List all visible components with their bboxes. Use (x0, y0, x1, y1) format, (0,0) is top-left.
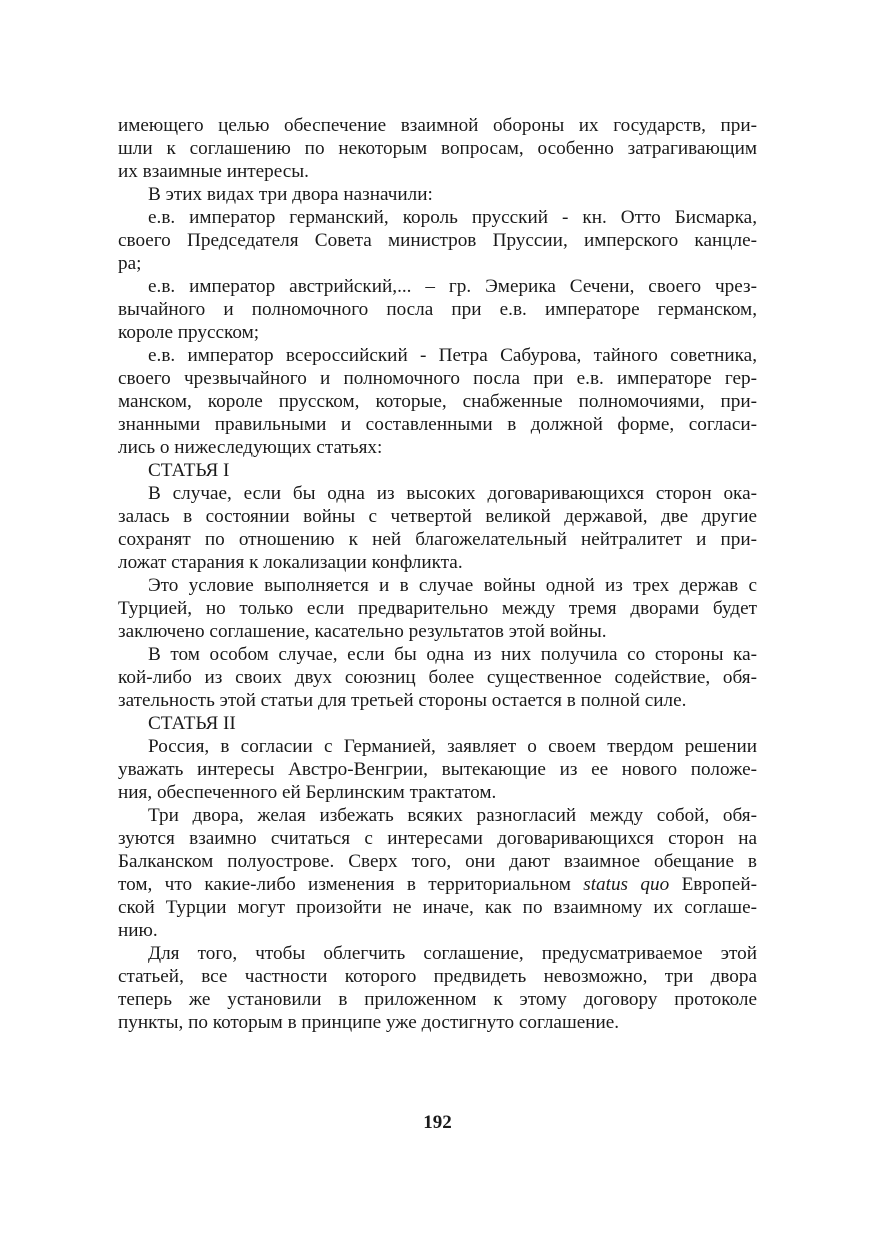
text-segment: том, что какие-либо изменения в территориальном (118, 874, 584, 895)
text-line: е.в. император всероссийский - Петра Сабурова, тайного советника, (148, 345, 757, 366)
text-line: Турцией, но только если предварительно между тремя дворами будет (118, 598, 757, 619)
text-line: залась в состоянии войны с четвертой великой державой, две другие (118, 506, 757, 527)
text-line: ния, обеспеченного ей Берлинским трактатом. (118, 782, 497, 803)
paragraph (118, 183, 757, 206)
text-line: имеющего целью обеспечение взаимной обороны их государств, при- (118, 115, 757, 136)
paragraph (118, 574, 757, 643)
text-line: В том особом случае, если бы одна из них получила со стороны ка- (148, 644, 757, 665)
text-segment: Европей- (669, 874, 757, 895)
text-line (118, 873, 757, 896)
article-heading-1: СТАТЬЯ I (148, 460, 230, 481)
text-line: манском, короле прусском, которые, снабженные полномочиями, при- (118, 391, 757, 412)
text-line: теперь же установили в приложенном к этому договору протоколе (118, 989, 757, 1010)
text-line: ложат старания к локализации конфликта. (118, 552, 463, 573)
text-line: знанными правильными и составленными в должной форме, согласи- (118, 414, 757, 435)
text-line: лись о нижеследующих статьях: (118, 437, 383, 458)
paragraph (118, 275, 757, 344)
text-line: е.в. император германский, король прусский - кн. Отто Бисмарка, (148, 207, 757, 228)
text-line: своего чрезвычайного и полномочного посла при е.в. императоре гер- (118, 368, 757, 389)
paragraph (118, 804, 757, 942)
text-line: сохранят по отношению к ней благожелательный нейтралитет и при- (118, 529, 757, 550)
text-line: кой-либо из своих двух союзниц более существенное содействие, обя- (118, 667, 757, 688)
paragraph (118, 344, 757, 459)
text-line: шли к соглашению по некоторым вопросам, особенно затрагивающим (118, 138, 757, 159)
text-line: зуются взаимно считаться с интересами договаривающихся сторон на (118, 828, 757, 849)
text-line: зательность этой статьи для третьей стороны остается в полной силе. (118, 690, 687, 711)
text-line: их взаимные интересы. (118, 161, 309, 182)
text-line: Это условие выполняется и в случае войны одной из трех держав с (148, 575, 757, 596)
text-line: Три двора, желая избежать всяких разногласий между собой, обя- (148, 805, 757, 826)
text-line: своего Председателя Совета министров Пруссии, имперского канцле- (118, 230, 757, 251)
text-line: короле прусском; (118, 322, 260, 343)
text-line: вычайного и полномочного посла при е.в. императоре германском, (118, 299, 757, 320)
paragraph (118, 942, 757, 1034)
paragraph (118, 206, 757, 275)
text-line: ра; (118, 253, 142, 274)
article-heading-2: СТАТЬЯ II (148, 713, 236, 734)
text-line: В случае, если бы одна из высоких договаривающихся сторон ока- (148, 483, 757, 504)
text-line: Балканском полуострове. Сверх того, они дают взаимное обещание в (118, 851, 757, 872)
text-line: нию. (118, 920, 158, 941)
text-line: В этих видах три двора назначили: (148, 184, 433, 205)
text-line: е.в. император австрийский,... – гр. Эмерика Сечени, своего чрез- (148, 276, 757, 297)
text-line: ской Турции могут произойти не иначе, как по взаимному их соглаше- (118, 897, 757, 918)
text-line: пункты, по которым в принципе уже достигнуто соглашение. (118, 1012, 620, 1033)
italic-term: status quo (583, 874, 670, 895)
page-number: 192 (423, 1112, 452, 1133)
document-body (118, 114, 757, 1034)
paragraph-continuation (118, 114, 757, 183)
paragraph (118, 735, 757, 804)
paragraph (118, 482, 757, 574)
paragraph (118, 643, 757, 712)
text-line: статьей, все частности которого предвидеть невозможно, три двора (118, 966, 757, 987)
text-line: заключено соглашение, касательно результатов этой войны. (118, 621, 607, 642)
text-line: уважать интересы Австро-Венгрии, вытекающие из ее нового положе- (118, 759, 757, 780)
text-line: Для того, чтобы облегчить соглашение, предусматриваемое этой (148, 943, 757, 964)
text-line: Россия, в согласии с Германией, заявляет о своем твердом решении (148, 736, 757, 757)
